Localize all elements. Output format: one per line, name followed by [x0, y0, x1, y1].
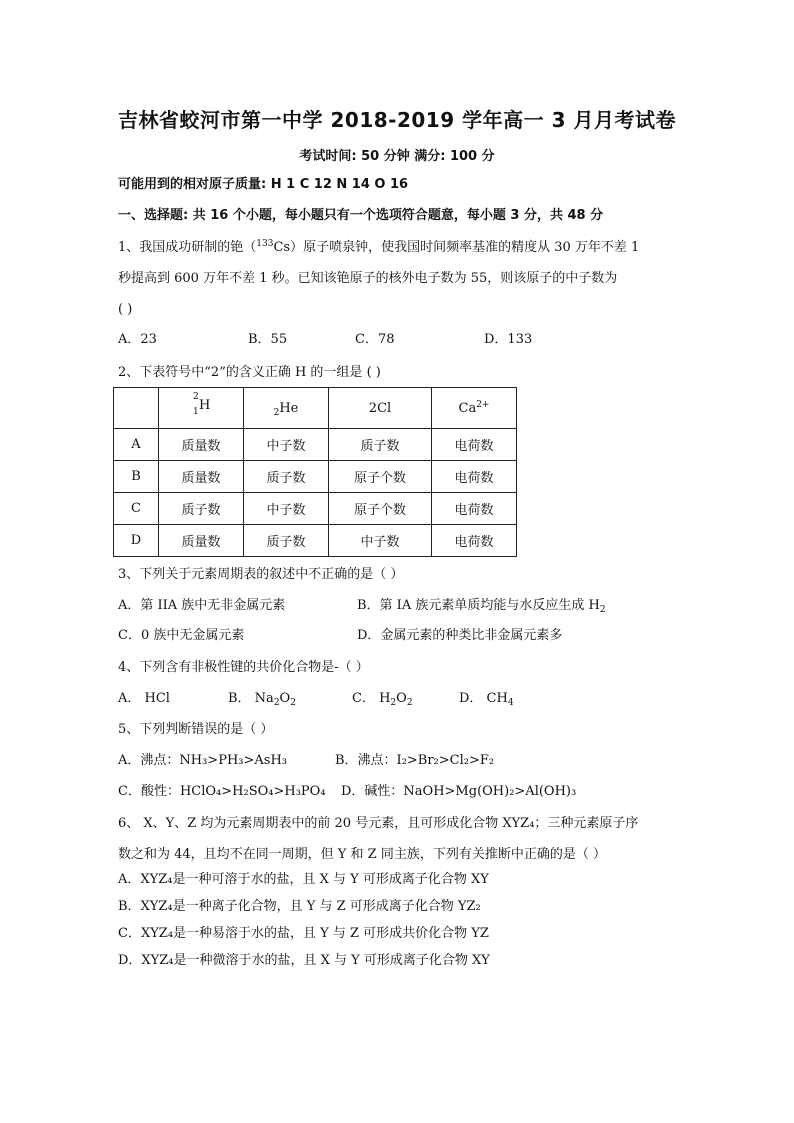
q4-option-b-sub1: 2 [273, 698, 280, 708]
q2-table [113, 387, 517, 557]
row-label: C [114, 493, 159, 525]
q1-line1 [118, 239, 639, 257]
table-cell: 质子数 [159, 493, 244, 525]
q4-option-c [352, 690, 413, 708]
q6-option-a: A．XYZ₄是一种可溶于水的盐，且 X 与 Y 可形成离子化合物 XY [118, 872, 489, 887]
q2-h-symbol: H [199, 398, 211, 413]
q2-ca-charge: 2+ [476, 399, 490, 410]
q3-option-b [357, 597, 606, 615]
table-cell: 中子数 [244, 493, 329, 525]
q2-he-number: 2 [273, 407, 280, 418]
q3-option-b-sub: 2 [599, 605, 606, 615]
q5-stem: 5、下列判断错误的是（ ） [118, 722, 274, 737]
q3-option-b-text: B．第 IA 族元素单质均能与水反应生成 H [357, 598, 600, 613]
table-cell: 电荷数 [432, 525, 517, 557]
q4-option-c-sub2: 2 [406, 698, 413, 708]
q2-h-mass: 2 [193, 392, 199, 402]
q2-header-cl: 2Cl [329, 388, 432, 429]
q1-option-c: C．78 [355, 332, 395, 347]
q4-option-c-text: C． H [352, 691, 391, 706]
table-cell: 原子个数 [329, 493, 432, 525]
table-cell: 质量数 [159, 429, 244, 461]
q1-line2: 秒提高到 600 万年不差 1 秒。已知该铯原子的核外电子数为 55，则该原子的中子数为 [118, 271, 618, 286]
q5-option-c: C．酸性：HClO₄>H₂SO₄>H₃PO₄ [118, 784, 326, 799]
q2-ca-symbol: Ca [458, 400, 477, 416]
exam-title: 吉林省蛟河市第一中学 2018-2019 学年高一 3 月月考试卷 [118, 108, 676, 132]
q1-mass-number: 133 [256, 239, 274, 249]
q4-option-c-mid: O [396, 691, 407, 706]
table-row [114, 493, 517, 525]
q5-option-a: A．沸点：NH₃>PH₃>AsH₃ [118, 753, 288, 768]
table-cell: 质子数 [329, 429, 432, 461]
q6-line2: 数之和为 44，且均不在同一周期，但 Y 和 Z 同主族，下列有关推断中正确的是（ ） [118, 847, 606, 862]
q3-option-a: A．第 IIA 族中无非金属元素 [118, 598, 286, 613]
table-cell: 中子数 [244, 429, 329, 461]
q3-option-c: C．0 族中无金属元素 [118, 628, 245, 643]
q4-option-a: A． HCl [118, 691, 170, 706]
q4-option-b-mid: O [279, 691, 291, 706]
q6-line1: 6、 X、Y、Z 均为元素周期表中的前 20 号元素，且可形成化合物 XYZ₄；三种元素原子序 [118, 816, 639, 831]
q4-option-b [228, 690, 296, 708]
q1-option-d: D．133 [484, 332, 533, 347]
q1-line1-pre: 1、我国成功研制的铯（ [118, 240, 257, 255]
row-label: B [114, 461, 159, 493]
q1-line3: ( ) [118, 302, 133, 317]
q4-option-b-text: B． Na [228, 691, 274, 706]
q6-option-d: D．XYZ₄是一种微溶于水的盐，且 X 与 Y 可形成离子化合物 XY [118, 953, 490, 968]
q4-option-d-sub1: 4 [507, 698, 514, 708]
q2-header-ca [432, 388, 517, 429]
row-label: D [114, 525, 159, 557]
q6-option-b: B．XYZ₄是一种离子化合物，且 Y 与 Z 可形成离子化合物 YZ₂ [118, 899, 481, 914]
q3-option-d: D．金属元素的种类比非金属元素多 [357, 628, 563, 643]
table-cell: 电荷数 [432, 461, 517, 493]
row-label: A [114, 429, 159, 461]
table-cell: 质量数 [159, 461, 244, 493]
q2-header-h [159, 388, 244, 429]
table-row [114, 461, 517, 493]
q3-stem: 3、下列关于元素周期表的叙述中不正确的是（ ） [118, 567, 404, 582]
q4-option-c-sub1: 2 [390, 698, 397, 708]
q2-stem: 2、下表符号中“2”的含义正确 H 的一组是 ( ) [118, 365, 381, 380]
exam-info: 考试时间: 50 分钟 满分: 100 分 [299, 149, 495, 164]
q5-option-b: B．沸点：I₂>Br₂>Cl₂>F₂ [335, 753, 495, 768]
q4-option-d [459, 690, 514, 708]
table-cell: 原子个数 [329, 461, 432, 493]
table-cell: 电荷数 [432, 493, 517, 525]
table-cell: 质子数 [244, 461, 329, 493]
table-cell: 中子数 [329, 525, 432, 557]
table-cell: 质量数 [159, 525, 244, 557]
q4-option-d-text: D． CH [459, 691, 508, 706]
q5-option-d: D．碱性：NaOH>Mg(OH)₂>Al(OH)₃ [341, 784, 577, 799]
q2-h-number: 1 [193, 407, 199, 417]
q2-header-empty [114, 388, 159, 429]
section-heading: 一、选择题: 共 16 个小题，每小题只有一个选项符合题意，每小题 3 分，共 48 分 [118, 208, 604, 223]
table-cell: 质子数 [244, 525, 329, 557]
q2-he-symbol: He [279, 400, 299, 416]
q2-header-he [244, 388, 329, 429]
q4-option-b-sub2: 2 [290, 698, 296, 708]
q6-option-c: C．XYZ₄是一种易溶于水的盐，且 Y 与 Z 可形成共价化合物 YZ [118, 926, 489, 941]
q4-stem: 4、下列含有非极性键的共价化合物是-（ ） [118, 660, 369, 675]
table-row [114, 525, 517, 557]
table-row [114, 429, 517, 461]
atomic-masses: 可能用到的相对原子质量: H 1 C 12 N 14 O 16 [118, 177, 409, 192]
q2-table-header-row [114, 388, 517, 429]
q2-isotope-h [190, 391, 212, 421]
table-cell: 电荷数 [432, 429, 517, 461]
q1-line1-post: Cs）原子喷泉钟，使我国时间频率基准的精度从 30 万年不差 1 [273, 240, 640, 255]
q1-option-a: A．23 [118, 332, 157, 347]
q1-option-b: B．55 [248, 332, 288, 347]
